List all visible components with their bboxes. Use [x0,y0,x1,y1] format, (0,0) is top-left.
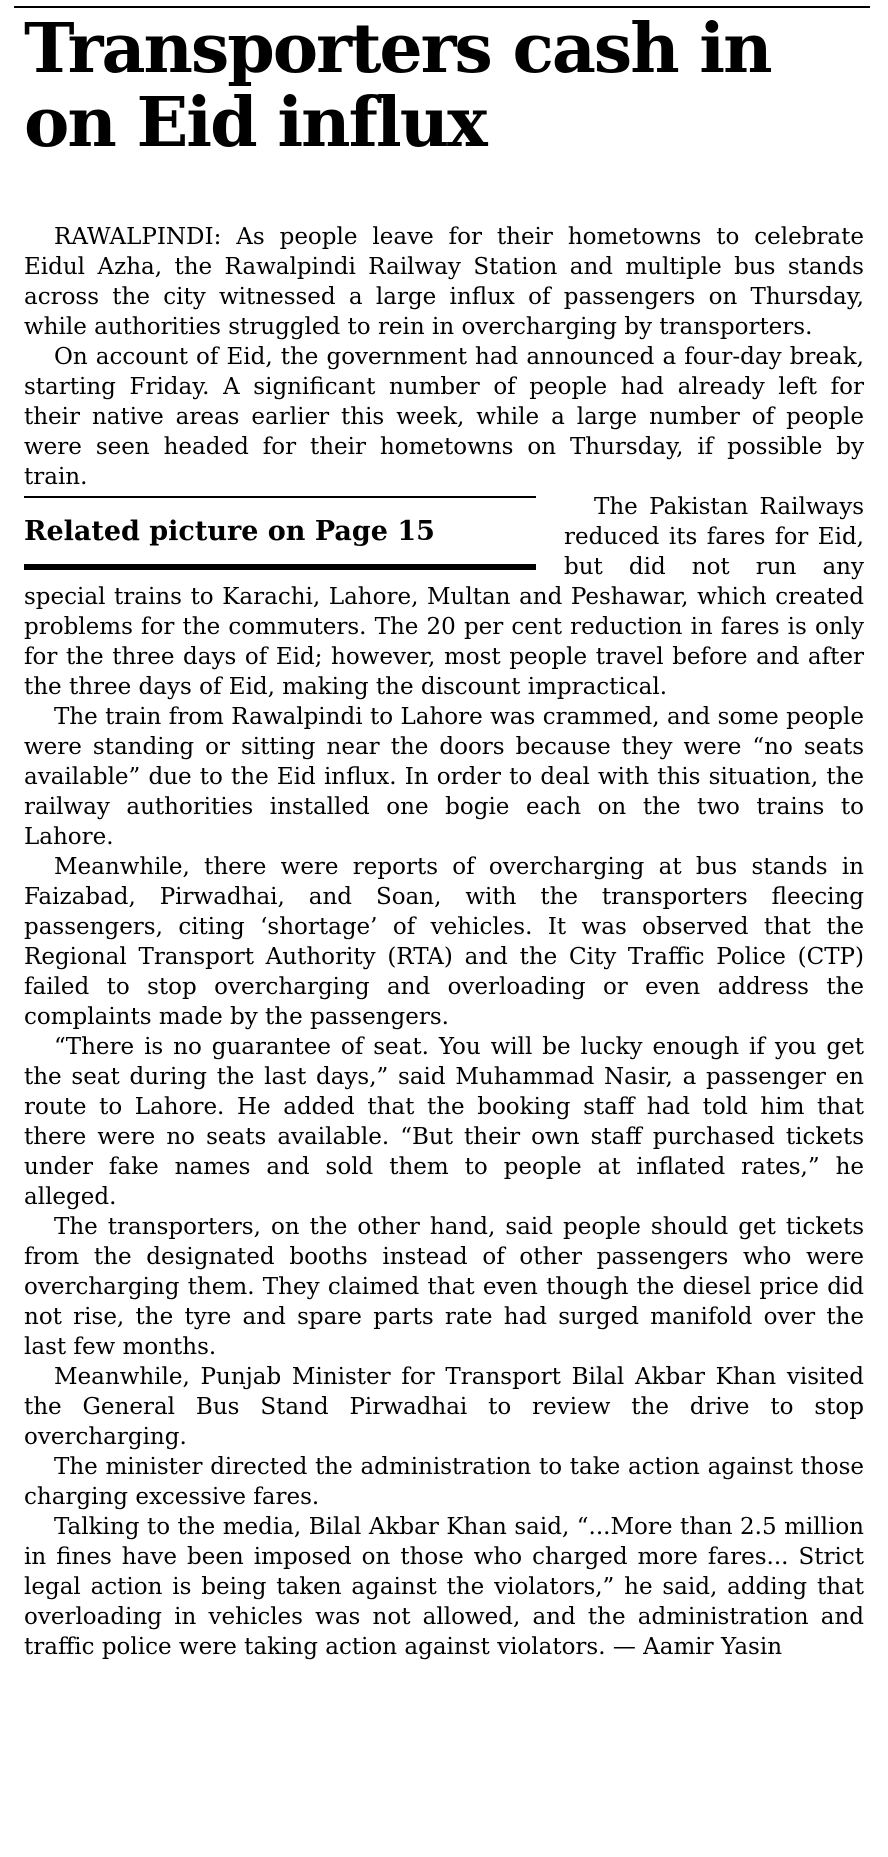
paragraph: RAWALPINDI: As people leave for their hometowns to celebrate Eidul Azha, the Rawalpindi Railway Station and multiple bus stands across the city witnessed a large influx of passengers on Thursday, while authorities struggled to rein in overcharging by transporters. [24,224,864,340]
pullout-top-rule [24,496,536,498]
paragraph: The transporters, on the other hand, said people should get tickets from the designated booths instead of other passengers who were overcharging them. They claimed that even though the diesel price did not rise, the tyre and spare parts rate had surged manifold over the last few months. [24,1214,864,1360]
related-picture-label: Related picture on Page 15 [24,516,435,547]
pullout-bottom-rule [24,564,536,570]
paragraph: The minister directed the administration to take action against those charging excessive fares. [24,1454,864,1510]
related-picture-box [24,496,536,570]
headline: Transporters cash in on Eid influx [24,9,771,163]
paragraph: Meanwhile, Punjab Minister for Transport Bilal Akbar Khan visited the General Bus Stand Pirwadhai to review the drive to stop overcharging. [24,1364,864,1450]
paragraph: The train from Rawalpindi to Lahore was crammed, and some people were standing or sitting near the doors because they were “no seats available” due to the Eid influx. In order to deal with this situation, the railway authorities installed one bogie each on the two trains to Lahore. [24,704,864,850]
paragraph: The Pakistan Railways reduced its fares for Eid, but did not run any special trains to Karachi, Lahore, Multan and Peshawar, which created problems for the commuters. The 20 per cent reduction in fares is only for the three days of Eid; however, most people travel before and after the three days of Eid, making the discount impractical. [24,494,864,700]
paragraph: Meanwhile, there were reports of overcharging at bus stands in Faizabad, Pirwadhai, and Soan, with the transporters fleecing passengers, citing ‘shortage’ of vehicles. It was observed that the Regional Transport Authority (RTA) and the City Traffic Police (CTP) failed to stop overcharging and overloading or even address the complaints made by the passengers. [24,854,864,1030]
paragraph: On account of Eid, the government had announced a four-day break, starting Friday. A significant number of people had already left for their native areas earlier this week, while a large number of people were seen headed for their hometowns on Thursday, if possible by train. [24,344,864,490]
top-rule [14,6,870,8]
paragraph: Talking to the media, Bilal Akbar Khan said, “...More than 2.5 million in fines have been imposed on those who charged more fares... Strict legal action is being taken against the violators,” he said, adding that overloading in vehicles was not allowed, and the administration and traffic police were taking action against violators. — Aamir Yasin [24,1514,864,1660]
paragraph: “There is no guarantee of seat. You will be lucky enough if you get the seat during the last days,” said Muhammad Nasir, a passenger en route to Lahore. He added that the booking staff had told him that there were no seats available. “But their own staff purchased tickets under fake names and sold them to people at inflated rates,” he alleged. [24,1034,864,1210]
article-body [24,222,864,1662]
